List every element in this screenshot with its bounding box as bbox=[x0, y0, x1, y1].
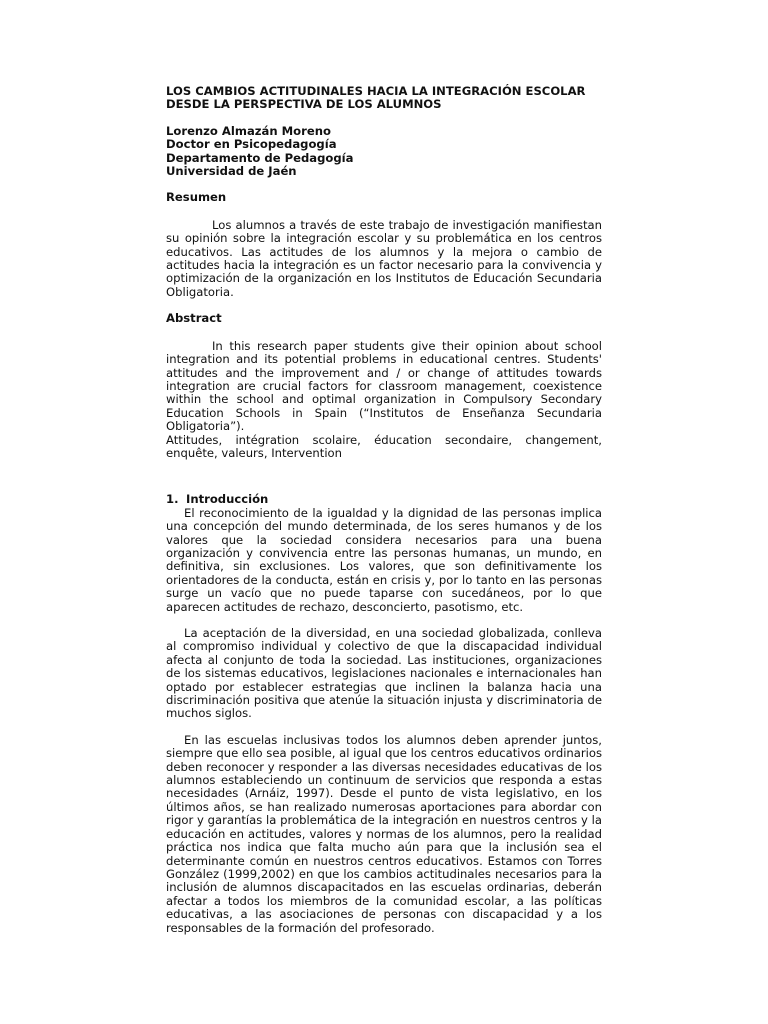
intro-paragraph-1: El reconocimiento de la igualdad y la dignidad de las personas implica una concepción del mundo determinada, de los seres humanos y de los valores que la sociedad considera necesarios para una buena organización y convivencia entre las personas humanas, un mundo, en definitiva, sin exclusiones. Los valores, que son definitivamente los orientadores de la conducta, están en crisis y, por lo tanto en las personas surge un vacío que no puede taparse con sucedáneos, por lo que aparecen actitudes de rechazo, desconcierto, pasotismo, etc. bbox=[166, 505, 602, 614]
paper-title bbox=[166, 85, 602, 112]
title-line: LOS CAMBIOS ACTITUDINALES HACIA LA INTEGRACIÓN ESCOLAR bbox=[166, 84, 586, 98]
author-block bbox=[166, 125, 602, 179]
author-name: Lorenzo Almazán Moreno bbox=[166, 123, 331, 138]
intro-paragraph-2: La aceptación de la diversidad, en una sociedad globalizada, conlleva al compromiso individual y colectivo de que la discapacidad individual afecta al conjunto de toda la sociedad. Las instituciones, organizaciones de los sistemas educativos, legislaciones nacionales e internacionales han optado por establecer estrategias que inclinen la balanza hacia una discriminación positiva que atenúe la situación injusta y discriminatoria de muchos siglos. bbox=[166, 626, 602, 721]
document-content bbox=[166, 85, 602, 935]
section-title: Introducción bbox=[186, 492, 269, 507]
resumen-heading: Resumen bbox=[166, 190, 227, 205]
abstract-body: In this research paper students give their opinion about school integration and its potential problems in educational centres. Students' attitudes and the improvement and / or change of attitudes towards integration are crucial factors for classroom management, coexistence within the school and optimal organization in Compulsory Secondary Education Schools in Spain (“Institutos de Enseñanza Secundaria Obligatoria”). bbox=[166, 338, 602, 434]
section-heading bbox=[166, 493, 602, 506]
intro-paragraph-3: En las escuelas inclusivas todos los alumnos deben aprender juntos, siempre que ello sea posible, al igual que los centros educativos ordinarios deben reconocer y responder a las diversas necesidades educativas de los alumnos estableciendo un continuum de servicios que responda a estas necesidades (Arnáiz, 1997). Desde el punto de vista legislativo, en los últimos años, se han realizado numerosas aportaciones para abordar con rigor y garantías la problemática de la integración en nuestros centros y la educación en actitudes, valores y normas de los alumnos, pero la realidad práctica nos indica que falta mucho aún para que la inclusión sea el determinante común en nuestros centros educativos. Estamos con Torres González (1999,2002) en que los cambios actitudinales necesarios para la inclusión de alumnos discapacitados en las escuelas ordinarias, deberán afectar a todos los miembros de la comunidad escolar, a las políticas educativas, a las asociaciones de personas con discapacidad y a los responsables de la formación del profesorado. bbox=[166, 732, 602, 935]
author-university: Universidad de Jaén bbox=[166, 164, 297, 179]
abstract-heading: Abstract bbox=[166, 311, 222, 326]
author-department: Departamento de Pedagogía bbox=[166, 150, 354, 165]
resumen-body: Los alumnos a través de este trabajo de investigación manifiestan su opinión sobre la integración escolar y su problemática en los centros educativos. Las actitudes de los alumnos y la mejora o cambio de actitudes hacia la integración es un factor necesario para la convivencia y optimización de la organización en los Institutos de Educación Secundaria Obligatoria. bbox=[166, 217, 602, 299]
author-degree: Doctor en Psicopedagogía bbox=[166, 137, 337, 152]
title-line: DESDE LA PERSPECTIVA DE LOS ALUMNOS bbox=[166, 97, 442, 112]
abstract-keywords: Attitudes, intégration scolaire, éducation secondaire, changement, enquête, valeurs, Intervention bbox=[166, 432, 602, 460]
section-number: 1. bbox=[166, 492, 179, 507]
